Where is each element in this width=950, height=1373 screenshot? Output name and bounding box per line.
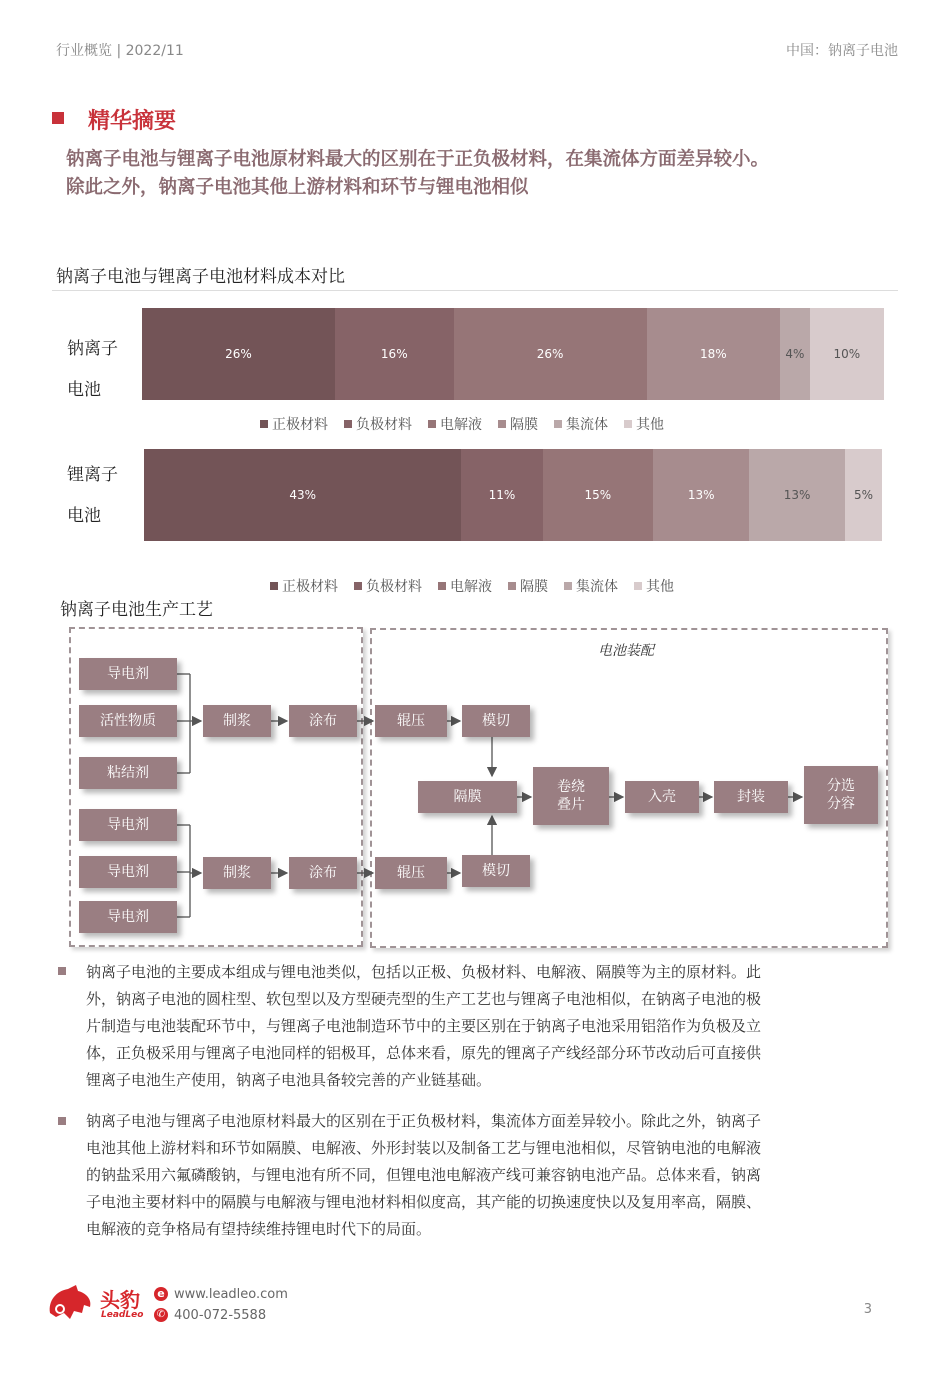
bar-data-label: 15% (584, 488, 612, 502)
para2-line-3: 的钠盐采用六氟磷酸钠，与锂电池有所不同，但锂电池电解液产线可兼容钠电池产品。总体来看，钠离 (86, 1166, 762, 1184)
bar-data-label: 13% (783, 488, 811, 502)
phone-icon: ✆ (154, 1308, 168, 1322)
row-label-sodium-line1: 钠离子 (67, 339, 118, 359)
process-winding (533, 767, 609, 825)
process-rolling-bottom: 辊压 (375, 857, 447, 889)
process-top-input-3: 粘结剂 (79, 757, 177, 789)
para1-line-5: 锂离子电池生产使用，钠离子电池具备较完善的产业链基础。 (86, 1071, 492, 1089)
process-winding-line1: 卷绕 (557, 779, 585, 795)
legend-label: 正极材料 (282, 579, 338, 595)
process-top-input-1: 导电剂 (79, 658, 177, 690)
legend-label: 隔膜 (510, 417, 538, 433)
legend-label: 其他 (636, 417, 664, 433)
process-bottom-input-1: 导电剂 (79, 809, 177, 841)
process-title: 钠离子电池生产工艺 (60, 600, 213, 620)
process-separator: 隔膜 (418, 781, 517, 813)
process-casing: 入壳 (625, 781, 699, 813)
bar-data-label: 26% (536, 347, 564, 361)
paragraph-1 (86, 959, 892, 1094)
para1-line-4: 体，正负极采用与锂离子电池同样的铝极耳，总体来看，原先的锂离子产线经部分环节改动后可直接供 (86, 1044, 762, 1062)
process-winding-line2: 叠片 (557, 797, 585, 813)
web-icon: e (154, 1287, 168, 1301)
leadleo-logo-icon (46, 1283, 94, 1323)
bar-data-label: 5% (853, 488, 874, 502)
process-bottom-input-3: 导电剂 (79, 901, 177, 933)
footer-brand-cn: 头豹 (100, 1288, 140, 1312)
process-cutting-bottom: 模切 (462, 855, 530, 887)
summary-line-1: 钠离子电池与锂离子电池原材料最大的区别在于正负极材料，在集流体方面差异较小。 (66, 149, 770, 170)
para2-line-4: 子电池主要材料中的隔膜与电解液与锂电池材料相似度高，其产能的切换速度快以及复用率高，隔膜、 (86, 1193, 762, 1211)
process-coating-bottom: 涂布 (289, 857, 357, 889)
assembly-title: 电池装配 (598, 643, 654, 659)
legend-label: 正极材料 (272, 417, 328, 433)
legend-label: 负极材料 (356, 417, 412, 433)
bar-data-label: 11% (488, 488, 516, 502)
header-right: 中国：钠离子电池 (786, 43, 898, 59)
paragraph-2 (86, 1108, 892, 1243)
process-slurry-top: 制浆 (203, 705, 271, 737)
para1-line-2: 外，钠离子电池的圆柱型、软包型以及方型硬壳型的生产工艺也与锂离子电池相似，在钠离子电池的极 (86, 990, 762, 1008)
bar-data-label: 18% (699, 347, 727, 361)
para2-line-1: 钠离子电池与锂离子电池原材料最大的区别在于正负极材料，集流体方面差异较小。除此之外，钠离子 (86, 1112, 762, 1130)
process-slurry-bottom: 制浆 (203, 857, 271, 889)
footer-phone: 400-072-5588 (174, 1308, 267, 1323)
process-sorting-line1: 分选 (827, 778, 855, 794)
bar-data-label: 43% (289, 488, 316, 502)
legend-label: 集流体 (566, 417, 608, 433)
legend-label: 集流体 (576, 579, 618, 595)
page-number: 3 (863, 1302, 872, 1317)
process-bottom-input-2: 导电剂 (79, 856, 177, 888)
row-label-lithium-line2: 电池 (67, 506, 101, 526)
process-sorting (804, 766, 878, 824)
footer-url[interactable]: www.leadleo.com (174, 1287, 288, 1302)
para1-line-3: 片制造与电池装配环节中，与锂离子电池制造环节中的主要区别在于钠离子电池采用铝箔作为负极及立 (86, 1017, 762, 1035)
legend-label: 电解液 (440, 417, 482, 433)
row-label-lithium-line1: 锂离子 (67, 465, 118, 485)
header-left: 行业概览 | 2022/11 (56, 43, 184, 59)
para1-line-1: 钠离子电池的主要成本组成与锂电池类似，包括以正极、负极材料、电解液、隔膜等为主的原材料。此 (86, 963, 762, 981)
process-cutting-top: 模切 (462, 705, 530, 737)
legend-label: 其他 (646, 579, 674, 595)
legend-label: 负极材料 (366, 579, 422, 595)
bar-data-label: 26% (225, 347, 252, 361)
para2-line-2: 电池其他上游材料和环节如隔膜、电解液、外形封装以及制备工艺与锂电池相似，尽管钠电池的电解液 (86, 1139, 762, 1157)
section-title: 精华摘要 (88, 109, 177, 134)
bar-data-label: 16% (380, 347, 408, 361)
para2-line-5: 电解液的竞争格局有望持续维持锂电时代下的局面。 (86, 1220, 432, 1238)
process-top-input-2: 活性物质 (79, 705, 177, 737)
chart-title: 钠离子电池与锂离子电池材料成本对比 (56, 267, 345, 287)
process-rolling-top: 辊压 (375, 705, 447, 737)
legend-label: 电解液 (450, 579, 492, 595)
row-label-sodium-line2: 电池 (67, 380, 101, 400)
bullet-1-icon (58, 967, 66, 975)
process-sealing: 封装 (714, 781, 788, 813)
footer-brand-en: LeadLeo (101, 1310, 144, 1320)
summary-line-2: 除此之外，钠离子电池其他上游材料和环节与锂电池相似 (66, 177, 529, 198)
legend-label: 隔膜 (520, 579, 548, 595)
bar-data-label: 13% (687, 488, 715, 502)
bar-data-label: 4% (785, 347, 805, 361)
bar-data-label: 10% (833, 347, 861, 361)
bullet-2-icon (58, 1117, 66, 1125)
process-sorting-line2: 分容 (827, 796, 855, 812)
process-coating-top: 涂布 (289, 705, 357, 737)
